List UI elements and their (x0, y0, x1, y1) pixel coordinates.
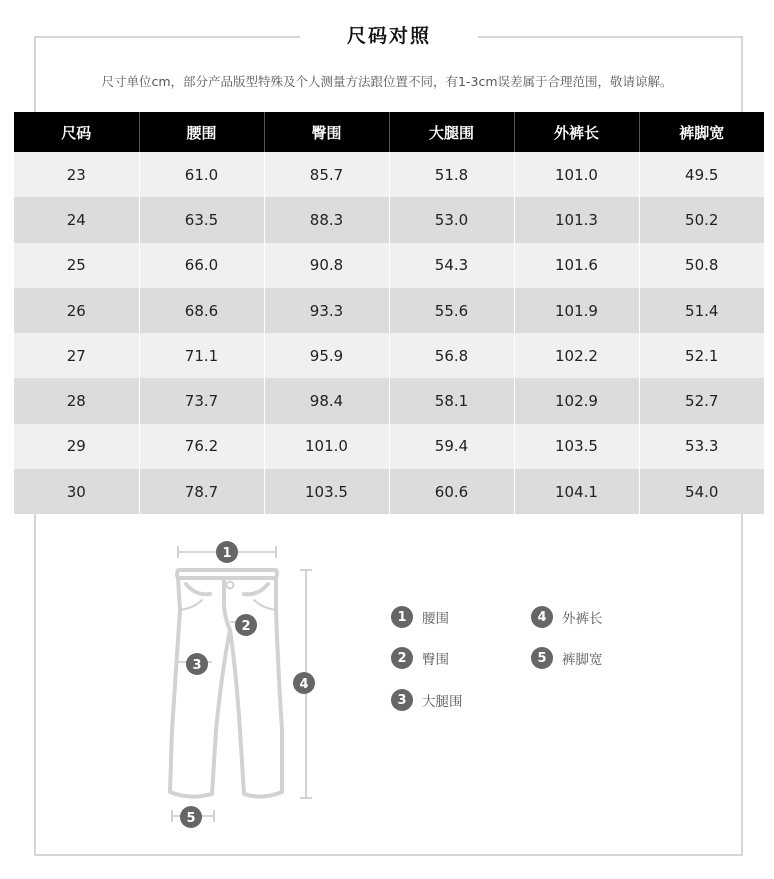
page-title: 尺码对照 (300, 18, 478, 54)
table-cell: 29 (14, 424, 139, 469)
svg-text:2: 2 (241, 619, 251, 634)
table-header-row (14, 112, 764, 152)
table-cell: 51.4 (639, 288, 764, 333)
table-cell: 88.3 (264, 197, 389, 242)
marker-2 (235, 614, 257, 636)
table-cell: 101.3 (514, 197, 639, 242)
table-cell: 52.1 (639, 333, 764, 378)
table-cell: 93.3 (264, 288, 389, 333)
table-cell: 76.2 (139, 424, 264, 469)
table-cell: 90.8 (264, 243, 389, 288)
table-row (14, 424, 764, 469)
column-header-hip: 臀围 (264, 112, 389, 152)
legend-badge: 3 (391, 689, 413, 711)
table-cell: 101.0 (514, 152, 639, 197)
table-cell: 55.6 (389, 288, 514, 333)
table-cell: 103.5 (264, 469, 389, 514)
legend-item-length (531, 606, 603, 628)
table-cell: 50.8 (639, 243, 764, 288)
table-cell: 104.1 (514, 469, 639, 514)
table-cell: 60.6 (389, 469, 514, 514)
table-cell: 73.7 (139, 378, 264, 423)
marker-5 (180, 806, 202, 828)
marker-3 (186, 653, 208, 675)
table-cell: 30 (14, 469, 139, 514)
table-row (14, 152, 764, 197)
legend-badge: 2 (391, 647, 413, 669)
table-row (14, 288, 764, 333)
table-cell: 68.6 (139, 288, 264, 333)
table-cell: 101.0 (264, 424, 389, 469)
marker-4 (293, 672, 315, 694)
size-table (14, 112, 764, 514)
table-cell: 56.8 (389, 333, 514, 378)
table-cell: 50.2 (639, 197, 764, 242)
legend-label: 腰围 (422, 611, 449, 627)
legend-label: 臀围 (422, 652, 449, 668)
table-cell: 54.0 (639, 469, 764, 514)
table-cell: 103.5 (514, 424, 639, 469)
table-cell: 98.4 (264, 378, 389, 423)
table-cell: 63.5 (139, 197, 264, 242)
legend-badge: 5 (531, 647, 553, 669)
legend-badge: 1 (391, 606, 413, 628)
table-cell: 54.3 (389, 243, 514, 288)
pants-diagram (150, 530, 340, 840)
column-header-size: 尺码 (14, 112, 139, 152)
column-header-thigh: 大腿围 (389, 112, 514, 152)
table-cell: 58.1 (389, 378, 514, 423)
table-row (14, 378, 764, 423)
svg-text:1: 1 (222, 546, 232, 561)
table-cell: 53.0 (389, 197, 514, 242)
legend-item-thigh (391, 689, 463, 711)
table-cell: 49.5 (639, 152, 764, 197)
legend-item-waist (391, 606, 449, 628)
table-cell: 28 (14, 378, 139, 423)
table-cell: 95.9 (264, 333, 389, 378)
button-icon (227, 582, 234, 589)
table-row (14, 333, 764, 378)
table-cell: 53.3 (639, 424, 764, 469)
table-cell: 71.1 (139, 333, 264, 378)
table-cell: 101.9 (514, 288, 639, 333)
table-cell: 24 (14, 197, 139, 242)
legend-item-hem (531, 647, 603, 669)
legend-label: 大腿围 (422, 694, 463, 710)
table-cell: 85.7 (264, 152, 389, 197)
table-cell: 25 (14, 243, 139, 288)
marker-1 (216, 541, 238, 563)
legend-label: 裤脚宽 (562, 652, 603, 668)
svg-text:4: 4 (299, 677, 309, 692)
table-cell: 61.0 (139, 152, 264, 197)
table-cell: 51.8 (389, 152, 514, 197)
legend-label: 外裤长 (562, 611, 603, 627)
table-cell: 101.6 (514, 243, 639, 288)
column-header-waist: 腰围 (139, 112, 264, 152)
legend-badge: 4 (531, 606, 553, 628)
column-header-hem: 裤脚宽 (639, 112, 764, 152)
table-cell: 23 (14, 152, 139, 197)
table-cell: 26 (14, 288, 139, 333)
table-cell: 78.7 (139, 469, 264, 514)
svg-text:3: 3 (192, 658, 202, 673)
table-cell: 66.0 (139, 243, 264, 288)
measurement-note: 尺寸单位cm，部分产品版型特殊及个人测量方法跟位置不同，有1-3cm误差属于合理范围，敬请谅解。 (101, 74, 673, 89)
column-header-length: 外裤长 (514, 112, 639, 152)
svg-text:5: 5 (186, 811, 196, 826)
table-cell: 27 (14, 333, 139, 378)
pants-outline (170, 570, 282, 797)
table-row (14, 469, 764, 514)
legend-item-hip (391, 647, 449, 669)
table-cell: 59.4 (389, 424, 514, 469)
table-row (14, 243, 764, 288)
table-cell: 102.2 (514, 333, 639, 378)
table-row (14, 197, 764, 242)
table-cell: 102.9 (514, 378, 639, 423)
table-cell: 52.7 (639, 378, 764, 423)
